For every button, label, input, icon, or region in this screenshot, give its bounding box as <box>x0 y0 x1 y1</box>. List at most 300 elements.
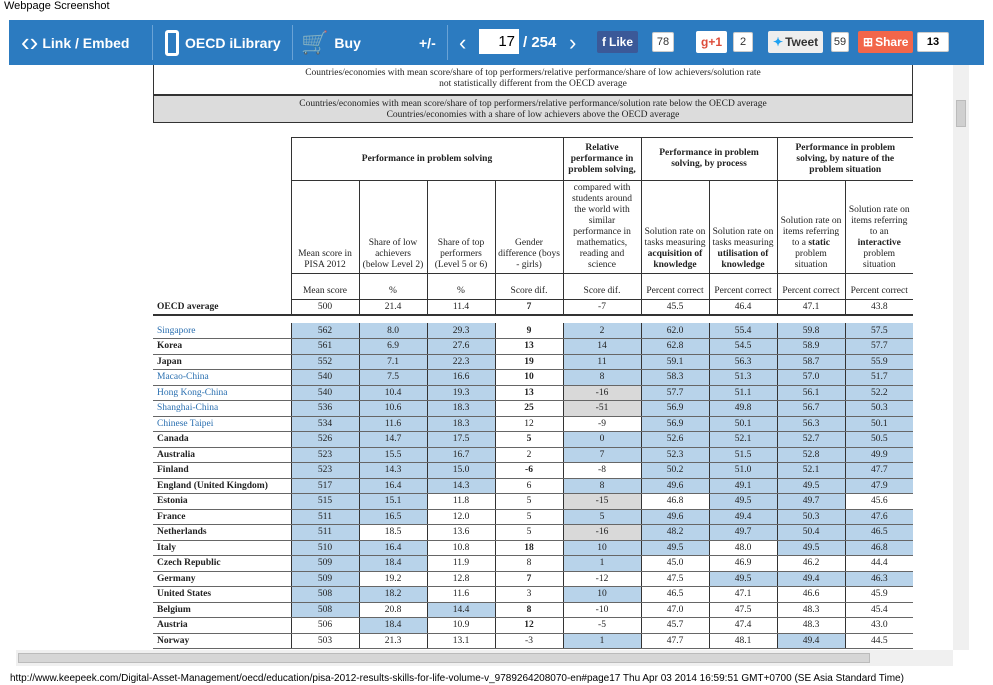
table-cell: 7.1 <box>359 354 427 370</box>
facebook-icon: f <box>602 35 606 49</box>
table-row <box>153 618 913 634</box>
country-name[interactable]: Chinese Taipei <box>153 416 291 432</box>
table-cell: 15.1 <box>359 494 427 510</box>
table-cell: 56.3 <box>777 416 845 432</box>
table-cell: 500 <box>291 300 359 316</box>
country-name: Korea <box>153 339 291 355</box>
table-cell: 517 <box>291 478 359 494</box>
table-cell: 47.6 <box>845 509 913 525</box>
table-cell: 10 <box>563 540 641 556</box>
table-cell: 49.5 <box>777 478 845 494</box>
table-cell: 8.0 <box>359 323 427 339</box>
table-cell: 18.3 <box>427 416 495 432</box>
table-cell: 561 <box>291 339 359 355</box>
table-cell: 15.0 <box>427 463 495 479</box>
table-cell: 18.4 <box>359 556 427 572</box>
table-cell: 21.3 <box>359 633 427 649</box>
table-row <box>153 401 913 417</box>
code-brackets-icon: ‹› <box>21 27 39 57</box>
legend-white <box>153 65 913 95</box>
header-text: utilisation of knowledge <box>717 249 769 270</box>
unit-label: Percent correct <box>709 274 777 300</box>
col-static <box>777 181 845 274</box>
table-cell: 47.1 <box>709 587 777 603</box>
table-cell: 13.6 <box>427 525 495 541</box>
table-cell: 46.2 <box>777 556 845 572</box>
table-cell: 508 <box>291 602 359 618</box>
table-cell: 10 <box>495 370 563 386</box>
legend-text: Countries/economies with a share of low achievers above the OECD average <box>386 110 680 120</box>
table-cell: 49.1 <box>709 478 777 494</box>
table-cell: 0 <box>563 432 641 448</box>
table-cell: 52.6 <box>641 432 709 448</box>
country-name: OECD average <box>153 300 291 316</box>
table-cell: 48.1 <box>709 633 777 649</box>
table-row <box>153 432 913 448</box>
table-cell: 11.8 <box>427 494 495 510</box>
table-cell: -6 <box>495 463 563 479</box>
country-name: Estonia <box>153 494 291 510</box>
table-row <box>153 416 913 432</box>
window-caption: Webpage Screenshot <box>4 0 110 12</box>
table-cell: 50.2 <box>641 463 709 479</box>
table-cell: 50.1 <box>709 416 777 432</box>
table-cell: 20.8 <box>359 602 427 618</box>
table-cell: -5 <box>563 618 641 634</box>
header-text: Solution rate on items referring to a <box>780 216 842 248</box>
unit-label: Percent correct <box>845 274 913 300</box>
table-row <box>153 323 913 339</box>
table-cell: 508 <box>291 587 359 603</box>
table-cell: 50.3 <box>845 401 913 417</box>
row-gap <box>153 315 913 323</box>
table-cell: 47.9 <box>845 478 913 494</box>
table-cell: 16.4 <box>359 540 427 556</box>
table-cell: 14.3 <box>359 463 427 479</box>
table-cell: 49.5 <box>641 540 709 556</box>
col-acquisition <box>641 181 709 274</box>
table-cell: 14.4 <box>427 602 495 618</box>
table-cell: -51 <box>563 401 641 417</box>
header-text: problem situation <box>862 249 896 270</box>
total-pages: / 254 <box>523 34 557 51</box>
unit-label: Percent correct <box>641 274 709 300</box>
table-cell: 48.2 <box>641 525 709 541</box>
table-cell: 16.6 <box>427 370 495 386</box>
country-name[interactable]: Shanghai-China <box>153 401 291 417</box>
table-cell: 51.7 <box>845 370 913 386</box>
country-name: Italy <box>153 540 291 556</box>
table-cell: 52.2 <box>845 385 913 401</box>
table-row <box>153 602 913 618</box>
table-cell: 13 <box>495 385 563 401</box>
table-cell: 2 <box>563 323 641 339</box>
table-cell: 7 <box>563 447 641 463</box>
table-cell: 49.7 <box>777 494 845 510</box>
table-cell: 540 <box>291 370 359 386</box>
table-cell: 18.2 <box>359 587 427 603</box>
table-cell: 11 <box>563 354 641 370</box>
table-cell: 523 <box>291 463 359 479</box>
table-cell: 7 <box>495 571 563 587</box>
country-name[interactable]: Macao-China <box>153 370 291 386</box>
header-text: interactive <box>857 238 901 248</box>
table-row <box>153 540 913 556</box>
table-cell: 46.5 <box>845 525 913 541</box>
table-cell: -10 <box>563 602 641 618</box>
table-cell: 58.3 <box>641 370 709 386</box>
link-embed-button[interactable]: ‹› Link / Embed <box>21 27 130 57</box>
table-cell: 506 <box>291 618 359 634</box>
table-row <box>153 463 913 479</box>
table-cell: 59.1 <box>641 354 709 370</box>
unit-label: Mean score <box>291 274 359 300</box>
table-cell: 6 <box>495 478 563 494</box>
table-cell: 49.9 <box>845 447 913 463</box>
table-cell: 56.7 <box>777 401 845 417</box>
table-cell: -15 <box>563 494 641 510</box>
table-cell: 16.5 <box>359 509 427 525</box>
table-cell: 25 <box>495 401 563 417</box>
table-cell: 56.9 <box>641 401 709 417</box>
table-cell: -3 <box>495 633 563 649</box>
table-row <box>153 587 913 603</box>
table-cell: 503 <box>291 633 359 649</box>
table-cell: 11.4 <box>427 300 495 316</box>
header-text: acquisition of knowledge <box>647 249 703 270</box>
table-cell: 12 <box>495 416 563 432</box>
col-gender: Gender difference (boys - girls) <box>495 181 563 274</box>
table-cell: 19 <box>495 354 563 370</box>
table-cell: 49.5 <box>777 540 845 556</box>
table-cell: 62.0 <box>641 323 709 339</box>
table-cell: 27.6 <box>427 339 495 355</box>
table-cell: -7 <box>563 300 641 316</box>
col-low: Share of low achievers (below Level 2) <box>359 181 427 274</box>
toolbar <box>9 20 984 65</box>
share-count: 13 <box>917 32 949 52</box>
country-name: Netherlands <box>153 525 291 541</box>
table-cell: 5 <box>495 432 563 448</box>
results-table <box>153 137 913 649</box>
table-cell: 52.1 <box>709 432 777 448</box>
table-cell: 49.5 <box>709 494 777 510</box>
table-cell: 14.7 <box>359 432 427 448</box>
header-text: static <box>808 238 830 248</box>
table-cell: 8 <box>495 556 563 572</box>
table-cell: 523 <box>291 447 359 463</box>
country-name[interactable]: Hong Kong-China <box>153 385 291 401</box>
col-mean: Mean score in PISA 2012 <box>291 181 359 274</box>
table-cell: 49.6 <box>641 509 709 525</box>
table-cell: 534 <box>291 416 359 432</box>
table-cell: 50.4 <box>777 525 845 541</box>
table-cell: 48.3 <box>777 618 845 634</box>
table-cell: 46.3 <box>845 571 913 587</box>
table-cell: 56.9 <box>641 416 709 432</box>
table-cell: -16 <box>563 525 641 541</box>
table-cell: 45.5 <box>641 300 709 316</box>
table-cell: 47.4 <box>709 618 777 634</box>
plus-icon: ⊞ <box>863 35 874 49</box>
header-nature: Performance in problem solving, by nature of the problem situation <box>777 138 913 181</box>
table-row <box>153 571 913 587</box>
table-cell: 14.3 <box>427 478 495 494</box>
table-cell: 8 <box>563 478 641 494</box>
table-row <box>153 633 913 649</box>
table-cell: 43.0 <box>845 618 913 634</box>
tweet-button[interactable]: ✦ Tweet <box>768 31 823 53</box>
table-row <box>153 354 913 370</box>
table-cell: 3 <box>495 587 563 603</box>
col-relative: compared with students around the world with similar performance in mathematics, reading and science <box>563 181 641 274</box>
table-cell: 10.8 <box>427 540 495 556</box>
table-cell: 11.9 <box>427 556 495 572</box>
oecd-ilibrary-button[interactable]: OECD iLibrary <box>165 20 281 65</box>
table-cell: 49.5 <box>709 571 777 587</box>
table-cell: 8 <box>563 370 641 386</box>
table-cell: 49.4 <box>777 571 845 587</box>
table-cell: 55.9 <box>845 354 913 370</box>
table-cell: 14 <box>563 339 641 355</box>
table-cell: 6.9 <box>359 339 427 355</box>
table-cell: 43.8 <box>845 300 913 316</box>
header-text: problem situation <box>794 249 828 270</box>
country-name: United States <box>153 587 291 603</box>
table-cell: 51.1 <box>709 385 777 401</box>
table-cell: 16.4 <box>359 478 427 494</box>
table-cell: 46.8 <box>641 494 709 510</box>
table-cell: 509 <box>291 571 359 587</box>
country-name[interactable]: Singapore <box>153 323 291 339</box>
table-cell: 12.8 <box>427 571 495 587</box>
share-button[interactable]: ⊞ Share <box>858 31 913 53</box>
table-cell: 49.4 <box>777 633 845 649</box>
country-name: Japan <box>153 354 291 370</box>
table-cell: 511 <box>291 525 359 541</box>
header-relative: Relative performance in problem solving, <box>563 138 641 181</box>
table-cell: 46.4 <box>709 300 777 316</box>
country-name: England (United Kingdom) <box>153 478 291 494</box>
table-cell: 5 <box>495 509 563 525</box>
legend-text: not statistically different from the OECD average <box>439 79 627 89</box>
table-row <box>153 370 913 386</box>
prev-page-icon[interactable]: ‹ <box>459 29 467 55</box>
table-cell: 47.7 <box>641 633 709 649</box>
country-name: Canada <box>153 432 291 448</box>
unit-label: Percent correct <box>777 274 845 300</box>
book-icon <box>165 30 179 56</box>
document-viewer <box>16 65 953 650</box>
header-text: Solution rate on tasks measuring <box>644 227 706 248</box>
table-cell: 29.3 <box>427 323 495 339</box>
table-cell: 46.6 <box>777 587 845 603</box>
table-cell: 510 <box>291 540 359 556</box>
twitter-icon: ✦ <box>773 35 784 49</box>
unit-label: Score dif. <box>563 274 641 300</box>
table-cell: 58.7 <box>777 354 845 370</box>
unit-label: % <box>427 274 495 300</box>
table-row <box>153 385 913 401</box>
table-cell: 18.3 <box>427 401 495 417</box>
table-cell: 10.4 <box>359 385 427 401</box>
table-cell: 526 <box>291 432 359 448</box>
zoom-button[interactable]: +/- <box>419 34 436 51</box>
table-cell: 51.3 <box>709 370 777 386</box>
table-cell: 45.0 <box>641 556 709 572</box>
country-name: Belgium <box>153 602 291 618</box>
table-cell: 57.5 <box>845 323 913 339</box>
header-performance: Performance in problem solving <box>291 138 563 181</box>
horizontal-scrollbar[interactable] <box>16 650 953 666</box>
table-cell: 52.3 <box>641 447 709 463</box>
table-cell: 8 <box>495 602 563 618</box>
table-cell: -16 <box>563 385 641 401</box>
table-cell: 52.1 <box>777 463 845 479</box>
col-top: Share of top performers (Level 5 or 6) <box>427 181 495 274</box>
table-cell: 552 <box>291 354 359 370</box>
table-cell: 44.5 <box>845 633 913 649</box>
google-plus-button[interactable]: g+1 <box>696 31 727 53</box>
table-cell: 12 <box>495 618 563 634</box>
table-row <box>153 509 913 525</box>
legend-text: Countries/economies with mean score/share of top performers/relative performance/share of low achievers/solution rate <box>305 68 761 78</box>
table-cell: 17.5 <box>427 432 495 448</box>
table-cell: 511 <box>291 509 359 525</box>
unit-label: % <box>359 274 427 300</box>
table-cell: 51.5 <box>709 447 777 463</box>
table-cell: 45.7 <box>641 618 709 634</box>
table-cell: 49.7 <box>709 525 777 541</box>
country-name: Finland <box>153 463 291 479</box>
table-cell: 45.6 <box>845 494 913 510</box>
table-cell: 50.3 <box>777 509 845 525</box>
tweet-count: 59 <box>831 32 849 52</box>
table-cell: 11.6 <box>427 587 495 603</box>
table-cell: 5 <box>495 525 563 541</box>
legend-gray <box>153 95 913 123</box>
like-count: 78 <box>652 32 674 52</box>
country-name: Norway <box>153 633 291 649</box>
cart-icon: 🛒 <box>301 29 329 55</box>
table-cell: 15.5 <box>359 447 427 463</box>
table-cell: 54.5 <box>709 339 777 355</box>
next-page-icon[interactable]: › <box>569 29 577 55</box>
table-cell: 44.4 <box>845 556 913 572</box>
table-cell: 50.5 <box>845 432 913 448</box>
gplus-count: 2 <box>733 32 753 52</box>
table-cell: 55.4 <box>709 323 777 339</box>
table-cell: 49.8 <box>709 401 777 417</box>
vertical-scrollbar[interactable] <box>953 65 969 650</box>
table-cell: -9 <box>563 416 641 432</box>
table-cell: 49.6 <box>641 478 709 494</box>
table-cell: 45.9 <box>845 587 913 603</box>
country-name: France <box>153 509 291 525</box>
table-cell: 62.8 <box>641 339 709 355</box>
buy-button[interactable]: 🛒 Buy <box>301 29 361 55</box>
table-cell: 47.1 <box>777 300 845 316</box>
table-cell: 57.7 <box>845 339 913 355</box>
table-cell: 57.7 <box>641 385 709 401</box>
table-cell: 48.0 <box>709 540 777 556</box>
table-cell: 19.3 <box>427 385 495 401</box>
table-cell: 50.1 <box>845 416 913 432</box>
table-cell: 47.7 <box>845 463 913 479</box>
table-row <box>153 556 913 572</box>
col-interactive <box>845 181 913 274</box>
table-cell: 13 <box>495 339 563 355</box>
table-cell: 21.4 <box>359 300 427 316</box>
table-cell: 22.3 <box>427 354 495 370</box>
table-cell: 509 <box>291 556 359 572</box>
table-row <box>153 478 913 494</box>
table-cell: 59.8 <box>777 323 845 339</box>
table-cell: 1 <box>563 556 641 572</box>
table-cell: 13.1 <box>427 633 495 649</box>
table-cell: 57.0 <box>777 370 845 386</box>
table-row <box>153 339 913 355</box>
table-cell: -8 <box>563 463 641 479</box>
table-cell: 7.5 <box>359 370 427 386</box>
table-cell: 10 <box>563 587 641 603</box>
table-cell: 19.2 <box>359 571 427 587</box>
country-name: Germany <box>153 571 291 587</box>
table-cell: 7 <box>495 300 563 316</box>
table-cell: 10.9 <box>427 618 495 634</box>
table-cell: 47.0 <box>641 602 709 618</box>
table-cell: 58.9 <box>777 339 845 355</box>
table-cell: 56.1 <box>777 385 845 401</box>
facebook-like-button[interactable]: f Like <box>597 31 638 53</box>
header-process: Performance in problem solving, by process <box>641 138 777 181</box>
table-cell: 49.4 <box>709 509 777 525</box>
legend-text: Countries/economies with mean score/share of top performers/relative performance/solution rate below the OECD average <box>299 99 767 109</box>
country-name: Austria <box>153 618 291 634</box>
page-number-input[interactable]: 17 <box>479 29 519 54</box>
table-cell: 10.6 <box>359 401 427 417</box>
table-cell: 56.3 <box>709 354 777 370</box>
table-row <box>153 494 913 510</box>
table-cell: 46.9 <box>709 556 777 572</box>
table-cell: -12 <box>563 571 641 587</box>
table-cell: 46.5 <box>641 587 709 603</box>
header-text: Solution rate on tasks measuring <box>712 227 774 248</box>
table-row <box>153 300 913 316</box>
table-cell: 18.5 <box>359 525 427 541</box>
unit-label: Score dif. <box>495 274 563 300</box>
table-cell: 540 <box>291 385 359 401</box>
table-cell: 47.5 <box>709 602 777 618</box>
table-cell: 12.0 <box>427 509 495 525</box>
table-cell: 52.7 <box>777 432 845 448</box>
table-cell: 47.5 <box>641 571 709 587</box>
col-utilisation <box>709 181 777 274</box>
table-row <box>153 525 913 541</box>
country-name: Czech Republic <box>153 556 291 572</box>
table-cell: 5 <box>495 494 563 510</box>
table-cell: 16.7 <box>427 447 495 463</box>
table-cell: 2 <box>495 447 563 463</box>
table-cell: 45.4 <box>845 602 913 618</box>
header-text: Solution rate on items referring to an <box>848 205 910 237</box>
table-cell: 46.8 <box>845 540 913 556</box>
table-cell: 11.6 <box>359 416 427 432</box>
table-cell: 18 <box>495 540 563 556</box>
table-cell: 18.4 <box>359 618 427 634</box>
table-cell: 1 <box>563 633 641 649</box>
table-cell: 536 <box>291 401 359 417</box>
